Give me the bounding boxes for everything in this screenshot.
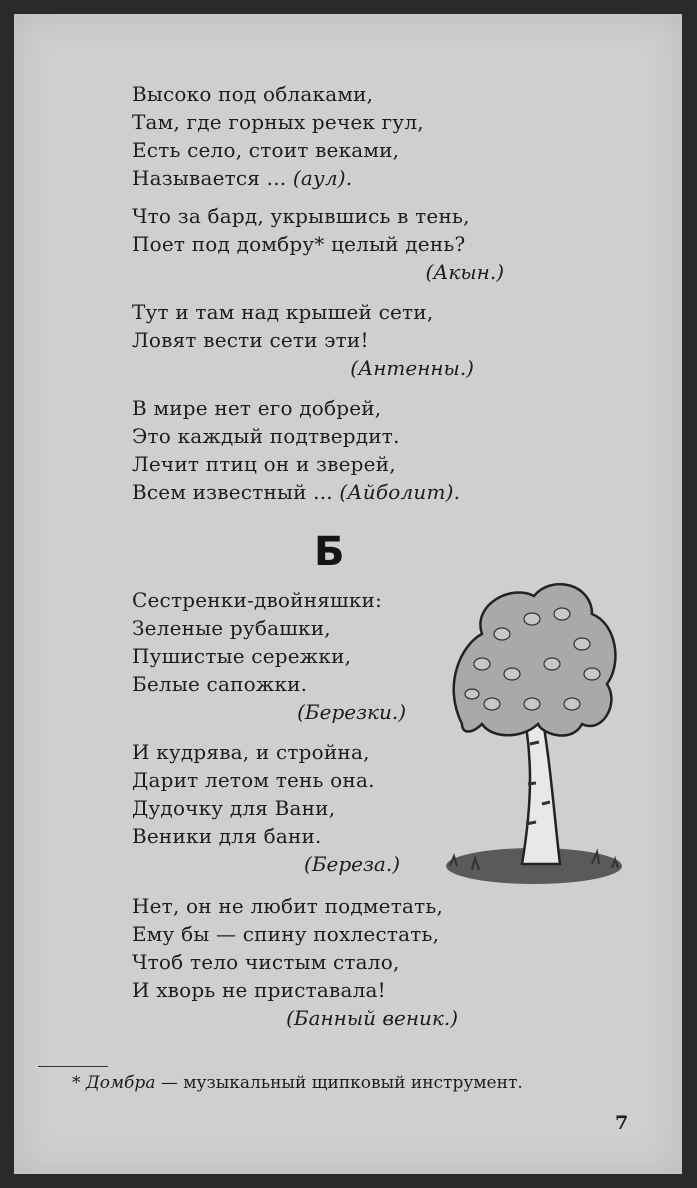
riddle-line: Дарит летом тень она. — [132, 768, 375, 792]
riddle-line: Чтоб тело чистым стало, — [132, 950, 400, 974]
riddle-aul — [132, 80, 512, 192]
riddle-line: И кудрява, и стройна, — [132, 740, 370, 764]
riddle-answer: (Береза.) — [304, 852, 400, 876]
riddle-line: И хворь не приставала! — [132, 978, 386, 1002]
riddle-line: Ловят вести сети эти! — [132, 328, 369, 352]
riddle-answer: (Банный веник.) — [286, 1006, 458, 1030]
riddle-aibolit — [132, 394, 512, 506]
riddle-line: Там, где горных речек гул, — [132, 110, 424, 134]
riddle-line: Пушистые сережки, — [132, 644, 352, 668]
riddle-line-with-answer — [132, 478, 512, 506]
riddle-line: Высоко под облаками, — [132, 82, 374, 106]
riddle-line: Что за бард, укрывшись в тень, — [132, 204, 470, 228]
riddle-akyn — [132, 202, 512, 286]
footnote-term: Домбра — [85, 1073, 156, 1093]
riddle-line: Есть село, стоит веками, — [132, 138, 400, 162]
birch-tree-icon — [442, 574, 632, 894]
riddle-line-with-answer — [132, 164, 512, 192]
riddle-line: Зеленые рубашки, — [132, 616, 331, 640]
riddle-line: Веники для бани. — [132, 824, 322, 848]
footnote-definition: — музыкальный щипковый инструмент. — [155, 1073, 523, 1093]
section-letter: Б — [314, 529, 345, 575]
riddle-line: Ему бы — спину похлестать, — [132, 922, 440, 946]
riddle-line: Тут и там над крышей сети, — [132, 300, 434, 324]
footnote-marker: * — [72, 1073, 86, 1093]
riddle-text: Всем известный ... — [132, 480, 340, 504]
book-page — [14, 14, 682, 1174]
riddle-line: Дудочку для Вани, — [132, 796, 336, 820]
footnote — [72, 1072, 523, 1094]
riddle-text: Называется ... — [132, 166, 293, 190]
riddle-antennas — [132, 298, 512, 382]
riddle-answer: (Березки.) — [297, 700, 406, 724]
riddle-answer: (Акын.) — [425, 260, 504, 284]
riddle-line: Нет, он не любит подметать, — [132, 894, 443, 918]
riddle-answer: (Айболит). — [339, 480, 461, 504]
riddle-answer: (Антенны.) — [350, 356, 474, 380]
riddle-answer: (аул). — [292, 166, 353, 190]
page-number: 7 — [615, 1112, 629, 1134]
riddle-line: Поет под домбру* целый день? — [132, 232, 466, 256]
riddle-bath-broom — [132, 892, 512, 1032]
riddle-line: Лечит птиц он и зверей, — [132, 452, 396, 476]
riddle-line: Это каждый подтвердит. — [132, 424, 400, 448]
riddle-line: Сестренки-двойняшки: — [132, 588, 383, 612]
riddle-line: В мире нет его добрей, — [132, 396, 382, 420]
riddle-line: Белые сапожки. — [132, 672, 308, 696]
footnote-divider — [38, 1066, 108, 1067]
